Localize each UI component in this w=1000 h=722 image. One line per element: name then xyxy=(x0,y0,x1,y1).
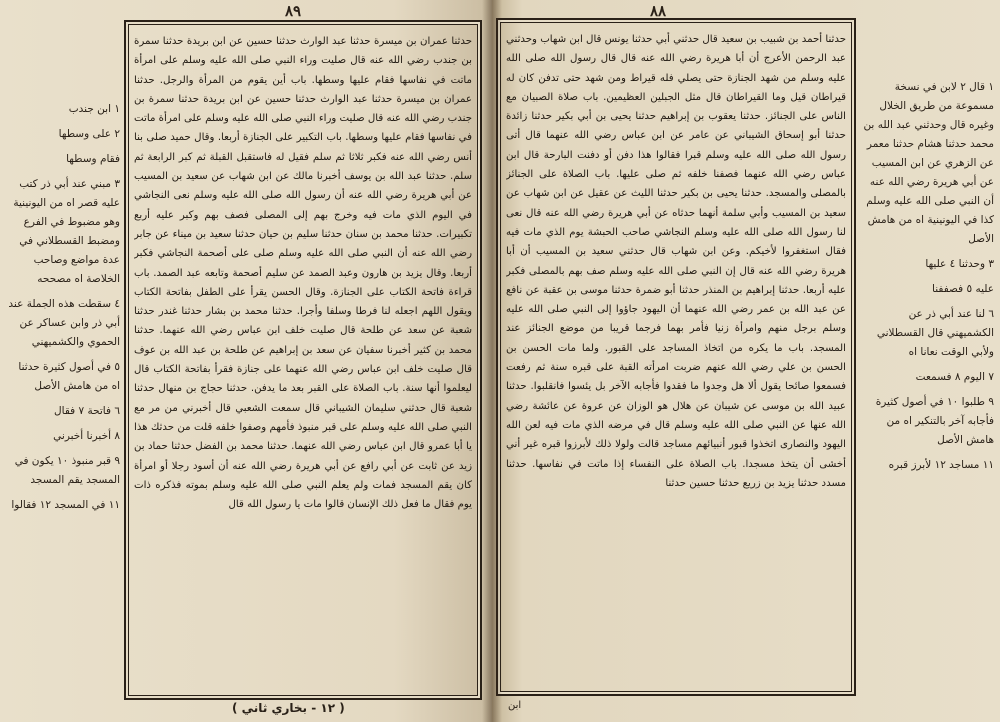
text-frame xyxy=(124,20,482,700)
main-text-block xyxy=(506,30,846,686)
book-gutter xyxy=(482,0,502,722)
margin-note: فقام وسطها xyxy=(66,153,120,165)
margin-notes xyxy=(8,100,120,521)
margin-notes xyxy=(858,78,994,481)
margin-note: عليه ٥ فصففنا xyxy=(932,283,994,295)
margin-note: ٩ قبر منبوذ ١٠ يكون في المسجد يقم المسجد xyxy=(14,455,120,486)
margin-note: ٢ على وسطها xyxy=(58,128,120,140)
signature-mark: ابن xyxy=(508,700,522,711)
margin-note: ٣ مبني عند أبي ذر كتب عليه قصر اه من اليونينية وهو مضبوط في الفرع ومضبط القسطلاني في عدة مواضع وصاحب الخلاصة اه مصححه xyxy=(13,178,120,285)
page-footer: ( ١٢ - بخاري ثاني ) xyxy=(232,701,345,715)
margin-note: ٨ أخبرنا أخبرني xyxy=(53,430,120,442)
margin-note: ١ ابن جندب xyxy=(68,103,120,115)
main-text-block xyxy=(134,32,472,690)
margin-note: ١١ في المسجد ١٢ فقالوا xyxy=(11,499,120,511)
margin-note: ١١ مساجد ١٢ لأبرز قبره xyxy=(888,459,994,471)
right-page xyxy=(492,0,1000,722)
main-text: حدثنا عمران بن ميسرة حدثنا عبد الوارث حدثنا حسين عن ابن بريدة حدثنا سمرة بن جندب رضي الله عنه قال صليت وراء النبي صلى الله عليه وسلم على امرأة ماتت في نفاسها فقام عليها وسطها. باب أين يقوم من المرأة والرجل. حدثنا عمران بن ميسرة حدثنا عبد الوارث حدثنا حسين عن ابن بريدة حدثنا سمرة بن جندب رضي الله عنه قال صليت وراء النبي صلى الله عليه وسلم على امرأة ماتت في نفاسها فقام عليها وسطها. باب التكبير على الجنازة أربعا. وقال حميد صلى بنا أنس رضي الله عنه فكبر ثلاثا ثم سلم فقيل له فاستقبل القبلة ثم كبر الرابعة ثم سلم. حدثنا عبد الله بن يوسف أخبرنا مالك عن ابن شهاب عن سعيد بن المسيب عن أبي هريرة رضي الله عنه أن رسول الله صلى الله عليه وسلم نعى النجاشي في اليوم الذي مات فيه وخرج بهم إلى المصلى فصف بهم وكبر عليه أربع تكبيرات. حدثنا محمد بن سنان حدثنا سليم بن حيان حدثنا سعيد بن ميناء عن جابر رضي الله عنه أن النبي صلى الله عليه وسلم صلى على أصحمة النجاشي فكبر أربعا. وقال يزيد بن هارون وعبد الصمد عن سليم أصحمة وتابعه عبد الصمد. باب قراءة فاتحة الكتاب على الجنازة. وقال الحسن يقرأ على الطفل بفاتحة الكتاب ويقول اللهم اجعله لنا فرطا وسلفا وأجرا. حدثنا محمد بن بشار حدثنا غندر حدثنا شعبة عن سعد عن طلحة قال صليت خلف ابن عباس رضي الله عنهما. حدثنا محمد بن كثير أخبرنا سفيان عن سعد بن إبراهيم عن طلحة بن عبد الله بن عوف قال صليت خلف ابن عباس رضي الله عنهما على جنازة فقرأ بفاتحة الكتاب قال ليعلموا أنها سنة. باب الصلاة على القبر بعد ما يدفن. حدثنا حجاج بن منهال حدثنا شعبة قال حدثني سليمان الشيباني قال سمعت الشعبي قال أخبرني من مر مع النبي صلى الله عليه وسلم على قبر منبوذ فأمهم وصفوا خلفه قلت من حدثك هذا يا أبا عمرو قال ابن عباس رضي الله عنهما. حدثنا محمد بن الفضل حدثنا حماد بن زيد عن ثابت عن أبي رافع عن أبي هريرة رضي الله عنه أن أسود رجلا أو امرأة كان يقم المسجد فمات ولم يعلم النبي صلى الله عليه وسلم بموته فذكره ذات يوم فقال ما فعل ذلك الإنسان قالوا مات يا رسول الله قال xyxy=(134,36,472,511)
margin-note: ٣ وحدثنا ٤ عليها xyxy=(925,258,994,270)
main-text: حدثنا أحمد بن شبيب بن سعيد قال حدثني أبي حدثنا يونس قال ابن شهاب وحدثني عبد الرحمن الأعرج أن أبا هريرة رضي الله عنه قال قال رسول الله صلى الله عليه وسلم من شهد الجنازة حتى يصلي فله قيراط ومن شهد حتى تدفن كان له قيراطان قيل وما القيراطان قال مثل الجبلين العظيمين. باب صلاة الصبيان مع الناس على الجنائز. حدثنا يعقوب بن إبراهيم حدثنا يحيى بن أبي بكير حدثنا زائدة حدثنا أبو إسحاق الشيباني عن عامر عن ابن عباس رضي الله عنهما قال أتى رسول الله صلى الله عليه وسلم قبرا فقالوا هذا دفن أو دفنت البارحة قال ابن عباس رضي الله عنهما فصفنا خلفه ثم صلى عليها. باب الصلاة على الجنائز بالمصلى والمسجد. حدثنا يحيى بن بكير حدثنا الليث عن عقيل عن ابن شهاب عن سعيد بن المسيب وأبي سلمة أنهما حدثاه عن أبي هريرة رضي الله عنه قال نعى لنا رسول الله صلى الله عليه وسلم النجاشي صاحب الحبشة يوم الذي مات فيه فقال استغفروا لأخيكم. وعن ابن شهاب قال حدثني سعيد بن المسيب أن أبا هريرة رضي الله عنه قال إن النبي صلى الله عليه وسلم صف بهم بالمصلى فكبر عليه أربعا. حدثنا إبراهيم بن المنذر حدثنا أبو ضمرة حدثنا موسى بن عقبة عن نافع عن عبد الله بن عمر رضي الله عنهما أن اليهود جاؤوا إلى النبي صلى الله عليه وسلم برجل منهم وامرأة زنيا فأمر بهما فرجما قريبا من موضع الجنائز عند المسجد. باب ما يكره من اتخاذ المساجد على القبور. ولما مات الحسن بن الحسن بن علي رضي الله عنهم ضربت امرأته القبة على قبره سنة ثم رفعت فسمعوا صائحا يقول ألا هل وجدوا ما فقدوا فأجابه الآخر بل يئسوا فانقلبوا. حدثنا عبيد الله بن موسى عن شيبان عن هلال هو الوزان عن عروة عن عائشة رضي الله عنها عن النبي صلى الله عليه وسلم قال في مرضه الذي مات فيه لعن الله اليهود والنصارى اتخذوا قبور أنبيائهم مساجد قالت ولولا ذلك لأبرزوا قبره غير أني أخشى أن يتخذ مسجدا. باب الصلاة على النفساء إذا ماتت في نفاسها. حدثنا مسدد حدثنا يزيد بن زريع حدثنا حسين حدثنا xyxy=(506,34,846,489)
text-frame xyxy=(496,18,856,696)
left-page xyxy=(0,0,492,722)
page-number: ٨٨ xyxy=(650,2,667,20)
margin-note: ٦ فاتحة ٧ فقال xyxy=(53,405,120,417)
page-number: ٨٩ xyxy=(285,2,302,20)
margin-note: ٥ في أصول كثيرة حدثنا اه من هامش الأصل xyxy=(18,361,120,392)
margin-note: ٧ اليوم ٨ فسمعت xyxy=(915,371,994,383)
margin-note: ٩ طلبوا ١٠ في أصول كثيرة فأجابه آخر بالتنكير اه من هامش الأصل xyxy=(875,396,994,446)
margin-note: ٦ لنا عند أبي ذر عن الكشميهني قال القسطلاني ولأبي الوقت نعانا اه xyxy=(876,308,994,358)
margin-note: ١ قال ٢ لابن في نسخة مسموعة من طريق الخلال وغيره قال وحدثني عبد الله بن محمد حدثنا هشام حدثنا معمر عن الزهري عن ابن المسيب عن أبي هريرة رضي الله عنه أن النبي صلى الله عليه وسلم كذا في اليونينية اه من هامش الأصل xyxy=(863,81,994,245)
margin-note: ٤ سقطت هذه الجملة عند أبي ذر وابن عساكر عن الحموي والكشميهني xyxy=(8,298,120,348)
